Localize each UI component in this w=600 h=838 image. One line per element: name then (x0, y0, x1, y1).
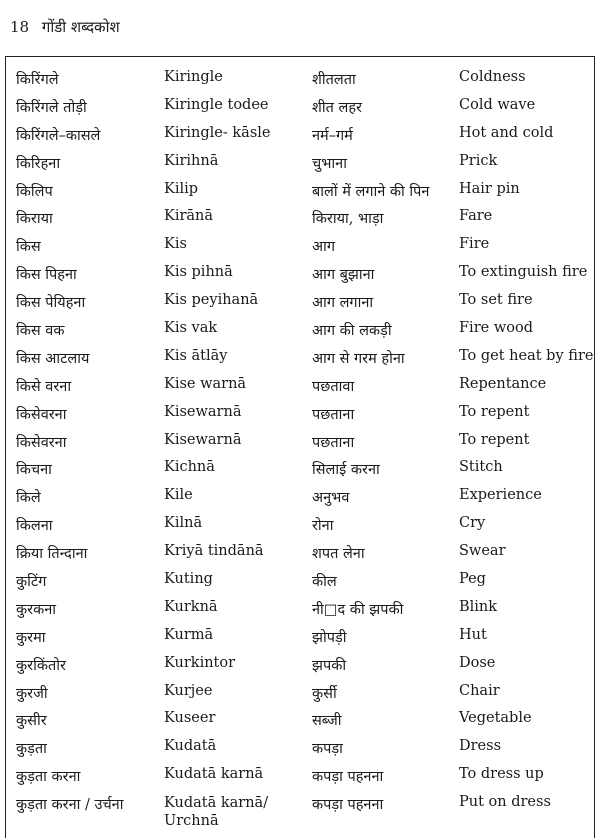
english-meaning: To dress up (459, 766, 544, 783)
hindi-meaning: पछतावा (312, 378, 355, 395)
transliteration: Kurmā (164, 626, 214, 643)
gondi-word: कुरजी (16, 685, 48, 702)
english-meaning: Fire wood (459, 320, 533, 337)
entry-row (6, 512, 594, 540)
gondi-word: कुटिंग (16, 574, 47, 591)
gondi-word: किरिंगले (16, 72, 59, 88)
hindi-meaning: शीतलता (312, 72, 356, 88)
transliteration: Kiringle (164, 69, 223, 85)
entry-row (6, 94, 594, 122)
entry-row (6, 261, 594, 289)
hindi-meaning: कील (312, 574, 337, 591)
transliteration: Kis vak (164, 320, 218, 337)
english-meaning: Peg (459, 571, 486, 588)
gondi-word: किस वक (16, 323, 65, 340)
transliteration: Kuseer (164, 710, 216, 727)
hindi-meaning: शपत लेना (312, 546, 365, 563)
hindi-meaning: सब्जी (312, 713, 342, 730)
gondi-word: किसेवरना (16, 434, 67, 451)
hindi-meaning: आग से गरम होना (312, 350, 405, 367)
entry-row (6, 178, 594, 206)
english-meaning: Cry (459, 515, 486, 532)
entry-row (6, 317, 594, 345)
english-meaning: Vegetable (459, 710, 532, 727)
hindi-meaning: कपड़ा (312, 741, 343, 758)
gondi-word: किस आटलाय (16, 350, 90, 367)
english-meaning: To get heat by fire (459, 347, 594, 364)
hindi-meaning: कपड़ा पहनना (312, 797, 384, 814)
page-header (10, 18, 120, 36)
hindi-meaning: रोना (312, 518, 334, 535)
english-meaning: Cold wave (459, 96, 536, 113)
gondi-word: किराया (16, 211, 53, 228)
entry-row (6, 791, 594, 830)
gondi-word: किचना (16, 462, 52, 479)
entry-row (6, 456, 594, 484)
dictionary-table (5, 56, 595, 838)
transliteration: Kriyā tindānā (164, 543, 264, 560)
english-meaning: Hair pin (459, 180, 520, 197)
gondi-word: किरिंगले–कासले (16, 127, 101, 144)
gondi-word: कुरमा (16, 629, 46, 646)
transliteration: Kis pihnā (164, 264, 233, 281)
transliteration: Kisewarnā (164, 431, 242, 448)
gondi-word: किस पेयिहना (16, 295, 86, 312)
entry-list (6, 57, 594, 830)
entry-row (6, 233, 594, 261)
gondi-word: किस (16, 239, 41, 256)
entry-row (6, 150, 594, 178)
transliteration: Kis peyihanā (164, 292, 259, 309)
entry-row (6, 66, 594, 94)
english-meaning: Hut (459, 626, 487, 643)
english-meaning: To set fire (459, 292, 533, 309)
hindi-meaning: चुभाना (312, 155, 347, 172)
hindi-meaning: कपड़ा पहनना (312, 769, 384, 786)
hindi-meaning: बालों में लगाने की पिन (312, 183, 430, 200)
hindi-meaning: सिलाई करना (312, 462, 380, 479)
hindi-meaning: नी□द की झपकी (312, 601, 404, 618)
transliteration: Kirihnā (164, 152, 219, 169)
english-meaning: Experience (459, 487, 542, 504)
hindi-meaning: आग बुझाना (312, 267, 375, 284)
gondi-word: क्रिया तिन्दाना (16, 546, 88, 563)
english-meaning: Prick (459, 152, 498, 169)
gondi-word: किलिप (16, 183, 53, 200)
hindi-meaning: किराया, भाड़ा (312, 211, 384, 228)
hindi-meaning: नर्म–गर्म (312, 127, 353, 144)
hindi-meaning: पछताना (312, 434, 355, 451)
hindi-meaning: झोपड़ी (312, 629, 347, 646)
gondi-word: किले (16, 490, 41, 507)
english-meaning: Blink (459, 598, 498, 615)
book-title: गोंडी शब्दकोश (41, 18, 120, 36)
gondi-word: किरिंगले तोड़ी (16, 99, 87, 116)
english-meaning: Stitch (459, 459, 503, 476)
gondi-word: किसे वरना (16, 378, 72, 395)
transliteration: Kudatā (164, 738, 217, 755)
entry-row (6, 345, 594, 373)
entry-row (6, 484, 594, 512)
transliteration: Kise warnā (164, 375, 247, 392)
entry-row (6, 568, 594, 596)
transliteration: Kis ātlāy (164, 347, 228, 364)
gondi-word: कुड़ता (16, 741, 47, 758)
entry-row (6, 596, 594, 624)
english-meaning: Repentance (459, 375, 547, 392)
english-meaning: Swear (459, 543, 506, 560)
transliteration: Kisewarnā (164, 403, 242, 420)
english-meaning: Fare (459, 208, 493, 225)
transliteration: Kurjee (164, 682, 213, 699)
hindi-meaning: झपकी (312, 657, 347, 674)
transliteration: Kile (164, 487, 193, 504)
english-meaning: Fire (459, 236, 490, 253)
english-meaning: Dress (459, 738, 502, 755)
entry-row (6, 401, 594, 429)
hindi-meaning: शीत लहर (312, 99, 362, 116)
gondi-word: किस पिहना (16, 267, 77, 284)
transliteration: Kiringle todee (164, 96, 269, 113)
gondi-word: कुरकना (16, 601, 57, 618)
hindi-meaning: आग लगाना (312, 295, 374, 312)
entry-row (6, 735, 594, 763)
english-meaning: Hot and cold (459, 124, 554, 141)
transliteration: Kis (164, 236, 187, 253)
english-meaning: To extinguish fire (459, 264, 588, 281)
entry-row (6, 763, 594, 791)
english-meaning: Coldness (459, 69, 526, 85)
entry-row (6, 680, 594, 708)
transliteration: Kudatā karnā (164, 766, 264, 783)
entry-row (6, 624, 594, 652)
gondi-word: कुड़ता करना (16, 769, 81, 786)
entry-row (6, 373, 594, 401)
hindi-meaning: पछताना (312, 406, 355, 423)
transliteration: Kudatā karnā/ Urchnā (164, 795, 269, 830)
gondi-word: कुरकिंतोर (16, 657, 66, 674)
page-number: 18 (10, 18, 30, 36)
transliteration: Kurkintor (164, 654, 236, 671)
transliteration: Kurknā (164, 598, 218, 615)
gondi-word: किरिहना (16, 155, 61, 172)
transliteration: Kirānā (164, 208, 214, 225)
english-meaning: Put on dress (459, 794, 551, 811)
transliteration: Kichnā (164, 459, 215, 476)
transliteration: Kilip (164, 180, 199, 197)
hindi-meaning: आग (312, 239, 335, 256)
gondi-word: कुसीर (16, 713, 47, 730)
gondi-word: किलना (16, 518, 53, 535)
transliteration: Kuting (164, 571, 213, 588)
transliteration: Kilnā (164, 515, 203, 532)
english-meaning: Chair (459, 682, 500, 699)
entry-row (6, 122, 594, 150)
gondi-word: कुड़ता करना / उर्चना (16, 797, 124, 814)
english-meaning: To repent (459, 431, 530, 448)
entry-row (6, 707, 594, 735)
entry-row (6, 540, 594, 568)
hindi-meaning: कुर्सी (312, 685, 337, 702)
hindi-meaning: आग की लकड़ी (312, 323, 392, 340)
english-meaning: Dose (459, 654, 496, 671)
entry-row (6, 289, 594, 317)
entry-row (6, 429, 594, 457)
hindi-meaning: अनुभव (312, 490, 350, 507)
transliteration: Kiringle- kāsle (164, 124, 271, 141)
entry-row (6, 205, 594, 233)
gondi-word: किसेवरना (16, 406, 67, 423)
english-meaning: To repent (459, 403, 530, 420)
entry-row (6, 652, 594, 680)
